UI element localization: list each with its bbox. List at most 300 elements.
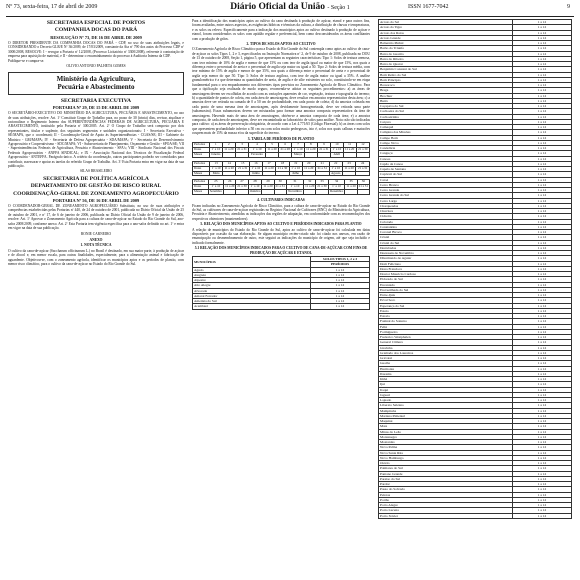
table-cell: Períodos [193, 161, 210, 166]
municipality-name: Barra do Ribeiro [379, 56, 513, 61]
municipality-name: Capela de Santana [379, 167, 513, 172]
column-middle [192, 19, 370, 577]
municipality-name: Montenegro [379, 434, 513, 439]
municipality-name: Caiçara [379, 119, 513, 124]
period-range: 1 a 12 [513, 466, 572, 471]
period-range: 1 a 12 [513, 245, 572, 250]
table-cell: Setembro [209, 189, 222, 194]
municipality-name: Amaral Ferrador [193, 293, 311, 298]
municipality-name: Jaguari [379, 392, 513, 397]
municipality-name: Gravataí [379, 356, 513, 361]
municipality-name: Imbé [379, 377, 513, 382]
municipality-name: Ibarama [379, 371, 513, 376]
section-title: COMPANHIA DOCAS DO PARÁ [54, 27, 138, 34]
ministry-name: Ministério da Agricultura, [56, 74, 136, 83]
municipality-name: Campo Bom [379, 135, 513, 140]
municipality-name: Mostardas [379, 440, 513, 445]
body-text: O Zoneamento Agrícola de Risco Climático para a Estado do Rio Grande do Sul contempla como aptos ao cultivo de cana-de-açúcar os solos Tipos 1, 2 e 3, especificados na Instrução Normativa nº 2, de 9 de outubro de 2008, publicada no DOU de 13 de outubro de 2008, Seção 1, página 5, que apresentam as seguintes características: Tipo 1: Solos de textura arenosa, com teor mínimo de 10% de argila e menor de que 15% ou com teor de argila igual ou maior de que 15%, nos quais a diferença entre o percentual de areia e o percentual de argila seja maior ou igual a 50. Tipo 2: Solos de textura média, com teor mínimo de 15% de argila e menor de que 35%, nos quais a diferença entre o percentual de areia e o percentual de argila seja menor do que 50. Tipo 3: Solos de textura argilosa, com teor de argila maior ou igual a 35%. A análise granulométrica é a que determina as quantidades de areia, de argila e de silte existentes no solo, constituindo-se em etapa fundamental para o seu enquadramento nos diferentes tipos previstos no Zoneamento Agrícola de Risco Climático. Para que a tipificação seja realizada de modo seguro, recomenda-se adotar os seguintes procedimentos: a) as áreas de amostragem devem ser escolhidas de acordo com as variações aparentes de cor, vegetação, textura e topografia do terreno; b) a quantidade de pontos de coleta, em cada área de amostragem, deve resultar em amostra representativa desta área; c) a amostra deve ser retirada na camada de 0 a 50 cm de profundidade, em cada ponto de coleta; d) da amostra coletada em cada ponto de uma mesma área de amostragem, após devidamente homogeneizada, deve ser retirada uma parte (subamostra). Essas subamostras devem ser misturadas para formar uma amostra composta representativa da área de amostragem. Havendo mais de uma área de amostragem, obtém-se a amostra composta de cada área; e) a amostra composta, de cada área de amostragem, deve ser encaminhada ao laboratório de solos para análise. Nota: não são indicadas para cultivo: a) as áreas de preservação obrigatória, de acordo com a Lei 4.771/65 (Código Florestal); b) as áreas com solos que apresentem profundidade inferior a 50 cm ou com solos muito pedregosos, isto é, solos nos quais calhaus e matacões ocupem mais de 15% da massa e/ou da superfície do terreno. [192, 47, 370, 136]
period-range: 1 a 12 [513, 492, 572, 497]
municipality-name: Coronel Bicaco [379, 230, 513, 235]
municipality-name: Encantado [379, 282, 513, 287]
municipality-row [379, 513, 572, 518]
period-range: 1 a 12 [513, 30, 572, 35]
municipality-name: Capivari do Sul [379, 172, 513, 177]
period-range: 1 a 12 [513, 77, 572, 82]
table-cell [343, 152, 356, 157]
municipality-name: Barão do Triunfo [379, 46, 513, 51]
municipality-name: Parobé [379, 482, 513, 487]
municipality-name: Chuvisca [379, 209, 513, 214]
municipality-name: Brochier [379, 93, 513, 98]
ministry-box [8, 72, 184, 95]
table-cell: 21 a 31 [356, 166, 370, 171]
period-range: 1 a 12 [513, 413, 572, 418]
table-cell: 1º a 10 [291, 165, 301, 170]
period-range: 1 a 12 [513, 182, 572, 187]
table-cell: Meses [193, 152, 210, 157]
municipality-name: Encruzilhada do Sul [379, 287, 513, 292]
signature: OLIVIO ANTONIO PALHETA GOMES [66, 64, 126, 69]
nota-body: O cultivo da cana-de-açúcar (Saccharum officinarum L.) no Brasil é destinado, em sua maior parte, à produção de açúcar e de álcool e, em menor escala, para outras finalidades, especialmente, para a alimentação animal e fabricação de aguardente. Objetivou-se, com o zoneamento agrícola, identificar os municípios aptos e os períodos de plantio, com menor risco climático, para o cultivo da cana-de-açúcar no Estado do Rio Grande do Sul. [8, 248, 184, 266]
section-title: SECRETARIA DE POLÍTICA AGRÍCOLA [43, 175, 149, 182]
table-cell: 21 a 28 [280, 146, 290, 151]
municipality-name: Maquiné [379, 419, 513, 424]
period-range: 1 a 12 [513, 440, 572, 445]
period-range: 1 a 12 [513, 93, 572, 98]
period-range: 1 a 12 [513, 429, 572, 434]
municipality-name: Passo do Sobrado [379, 487, 513, 492]
table-cell [274, 190, 286, 195]
masthead [6, 2, 574, 12]
page-header [6, 2, 574, 16]
table-cell [236, 171, 250, 176]
period-range: 1 a 12 [513, 156, 572, 161]
municipality-name: Benjamin Constant do Sul [379, 67, 513, 72]
period-range: 1 a 12 [513, 198, 572, 203]
municipalities-table [378, 19, 572, 519]
period-range: 1 a 12 [513, 151, 572, 156]
period-range: 1 a 12 [513, 513, 572, 518]
period-range: 1 a 12 [513, 56, 572, 61]
municipality-name: Estrela [379, 314, 513, 319]
municipality-name: Osório [379, 461, 513, 466]
table-cell: Agosto [329, 171, 342, 176]
subsection-title: 5. RELAÇÃO DOS MUNICÍPIOS APTOS AO CULTIVO E PERÍODOS INDICADOS PARA PLANTIO [200, 222, 362, 227]
municipality-name: Erval Seco [379, 298, 513, 303]
period-range: 1 a 12 [513, 419, 572, 424]
period-range: 1 a 12 [513, 119, 572, 124]
municipality-name: Butiá [379, 98, 513, 103]
subsection-title: 3. TABELA DE PERÍODOS DE PLANTIO [247, 136, 315, 141]
table-cell: Março [292, 152, 304, 157]
table-cell: 5 [265, 142, 278, 147]
municipality-name: Lajeado [379, 398, 513, 403]
table-cell: 1º a 10 [329, 166, 342, 171]
header-rule [6, 16, 574, 17]
period-range: 1 a 12 [513, 445, 572, 450]
table-cell: 11 a 20 [306, 146, 316, 151]
period-range: 1 a 12 [513, 251, 572, 256]
period-range: 1 a 12 [513, 345, 572, 350]
period-range: 1 a 12 [513, 209, 572, 214]
period-range: 1 a 12 [513, 266, 572, 271]
period-range: 1 a 12 [513, 282, 572, 287]
section-title: DEPARTAMENTO DE GESTÃO DE RISCO RURAL [30, 183, 162, 190]
period-range: 1 a 12 [513, 188, 572, 193]
municipality-name: Bom Princípio [379, 77, 513, 82]
period-range: 1 a 12 [513, 476, 572, 481]
period-range: 1 a 12 [513, 240, 572, 245]
portaria-title: PORTARIA Nº 29, DE 15 DE ABRIL DE 2009 [52, 105, 140, 111]
table-cell: 22 [329, 161, 342, 166]
municipality-name: Glorinha [379, 345, 513, 350]
issue-date: Nº 73, sexta-feira, 17 de abril de 2009 [6, 4, 98, 10]
table-cell: 21 a 31 [237, 146, 247, 151]
municipality-name: Campina das Missões [379, 130, 513, 135]
table-cell: 21 a 30 [237, 184, 247, 189]
period-range: 1 a 12 [513, 366, 572, 371]
table-cell: Abril [331, 152, 343, 157]
body-text: Para a identificação dos municípios aptos ao cultivo da cana destinada à produção de açúcar, etanol e para outros fins, foram avaliadas, entre outros aspectos, as exigências hídricas e térmicas da cultura, a distribuição de chuvas e temperaturas, e os solos ou relevo. Especificamente para a indicação dos municípios aptos ao cultivo destinado à produção de açúcar e etanol, foram considerados os solos com aptidão regular e preferencial, bem como desconsiderados os áreas conflitantes com a produção de grãos. [192, 19, 370, 41]
table-cell: 4 [249, 142, 266, 147]
table-cell [316, 190, 328, 195]
table-cell: 1º a 10 [286, 185, 303, 190]
table-cell: 11 a 20 [342, 166, 355, 171]
table-cell: Outubro [249, 189, 261, 194]
municipality-name: Agudo [193, 267, 311, 272]
table-cell: 11 a 20 [263, 184, 273, 189]
period-range: 1 a 12 [311, 267, 370, 272]
period-range: 1 a 12 [513, 487, 572, 492]
table-cell: Meses [193, 190, 209, 195]
table-cell: Datas [193, 166, 210, 171]
municipality-name: Pelotas [379, 492, 513, 497]
table-cell [342, 171, 355, 176]
signature: SILAS BRASILEIRO [79, 169, 113, 174]
period-range: 1 a 12 [513, 403, 572, 408]
table-cell: 11 [343, 142, 356, 147]
period-range: 1 a 12 [513, 434, 572, 439]
municipality-name: Arroio do Sal [379, 20, 513, 25]
period-range: 1 a 12 [513, 382, 572, 387]
period-range: 1 a 12 [513, 377, 572, 382]
period-range: 1 a 12 [513, 308, 572, 313]
column-header: PERÍODOS [311, 262, 370, 267]
municipality-name: Arroio dos Ratos [379, 30, 513, 35]
periods-table [192, 161, 370, 177]
period-range: 1 a 12 [513, 140, 572, 145]
table-cell: 11 a 20 [267, 146, 277, 151]
period-range: 1 a 12 [513, 67, 572, 72]
table-cell: 26 [224, 180, 236, 185]
municipality-name: Candelária [379, 146, 513, 151]
period-range: 1 a 12 [513, 224, 572, 229]
table-cell: Novembro [288, 189, 302, 194]
municipalities-body [193, 267, 370, 309]
table-cell: 31 [286, 180, 303, 185]
period-range: 1 a 12 [513, 272, 572, 277]
table-cell: 1º a 10 [209, 147, 222, 152]
municipality-name: Porto Lucena [379, 508, 513, 513]
period-range: 1 a 12 [513, 392, 572, 397]
column-header: SOLOS TIPOS 1, 2 e 3 [311, 257, 370, 262]
table-cell: 11 a 20 [344, 146, 355, 151]
table-cell: 3 [235, 142, 248, 147]
period-range: 1 a 12 [513, 340, 572, 345]
period-range: 1 a 12 [513, 508, 572, 513]
table-cell: 18 [276, 161, 290, 166]
period-range: 1 a 12 [513, 214, 572, 219]
table-row [193, 190, 370, 195]
table-cell: 1º a 10 [208, 185, 224, 190]
municipality-name: Gramado dos Loureiros [379, 350, 513, 355]
municipality-name: Formigueiro [379, 329, 513, 334]
municipality-name: Mata [379, 424, 513, 429]
period-range: 1 a 12 [513, 293, 572, 298]
municipality-name: Nova Palma [379, 445, 513, 450]
table-cell: 21 a 31 [236, 166, 250, 171]
resolution-title: RESOLUÇÃO Nº 73, DE 16 DE ABRIL DE 2009 [50, 34, 142, 40]
period-range: 1 a 12 [513, 287, 572, 292]
period-range: 1 a 12 [513, 193, 572, 198]
period-range: 1 a 12 [513, 503, 572, 508]
municipality-name: Bom Retiro do Sul [379, 72, 513, 77]
table-cell: 23 [342, 161, 355, 166]
municipalities-table [192, 256, 370, 310]
period-range: 1 a 12 [513, 130, 572, 135]
table-cell: 11 a 20 [346, 184, 356, 189]
municipality-name: Cristal [379, 235, 513, 240]
period-range: 1 a 12 [513, 261, 572, 266]
portaria-body: O COORDENADOR-GERAL DE ZONEAMENTO AGROPECUÁRIO Substituto, no uso de suas atribuições e competências estabelecidas pelas Portarias nº 440, de 24 de outubro de 2001, publicada no Diário Oficial da União de 25 de outubro de 2001, e nº 17, de 6 de janeiro de 2006, publicada no Diário Oficial da União de 9 de janeiro de 2006, resolve: Art. 1º Aprovar o Zoneamento Agrícola para a cultura de cana-de-açúcar no Estado do Rio Grande do Sul, ano-safra 2008/2009, conforme anexo. Art. 2º Esta Portaria tem vigência específica para o ano-safra definido no art. 1º e entra em vigor na data de sua publicação. [8, 204, 184, 231]
municipality-name: Cerro Largo [379, 198, 513, 203]
body-text: Ficam indicadas no Zoneamento Agrícola de Risco Climático, para a cultura de cana-de-açúcar no Estado do Rio Grande do Sul, as cultivares de cana-de-açúcar registradas no Registro Nacional de Cultivares (RNC) do Ministério da Agricultura, Pecuária e Abastecimento, atendidas as indicações das regiões de adaptação, em conformidade com as recomendações dos respectivos obtentores (mantenedores). [192, 203, 370, 221]
table-cell: 8 [304, 142, 317, 147]
period-range: 1 a 12 [513, 35, 572, 40]
table-cell [279, 152, 292, 157]
municipality-name: Dona Francisca [379, 266, 513, 271]
periods-table [192, 179, 370, 195]
table-cell: Junho [249, 171, 262, 176]
municipality-name: Nova Santa Rita [379, 450, 513, 455]
period-range: 1 a 12 [513, 461, 572, 466]
municipality-name: Derrubadas [379, 245, 513, 250]
table-cell: 32 [304, 180, 316, 185]
period-range: 1 a 12 [513, 387, 572, 392]
table-cell: 21 a 30 [358, 146, 368, 151]
table-cell: 29 [262, 180, 274, 185]
period-range: 1 a 12 [311, 272, 370, 277]
table-cell: 10 [331, 142, 343, 147]
municipality-name: Dilermando de Aguiar [379, 256, 513, 261]
table-cell: 7 [292, 142, 304, 147]
municipality-row [193, 304, 370, 309]
period-range: 1 a 12 [513, 51, 572, 56]
table-cell: 1º a 10 [328, 185, 345, 190]
municipality-name: Porto Alegre [379, 503, 513, 508]
period-range: 1 a 12 [513, 219, 572, 224]
table-cell: 12 [356, 142, 369, 147]
portaria-body: O SECRETÁRIO-EXECUTIVO DO MINISTÉRIO DA AGRICULTURA, PECUÁRIA E ABASTECIMENTO, no uso de suas atribuições, resolve: Art. 1º Constituir Grupo de Trabalho para, no prazo de 30 (trinta) dias, revisar, atualizar e racionalizar o Regimento Interno das SUPERINTENDÊNCIAS FEDERAIS DE AGRICULTURA, PECUÁRIA E ABASTECIMENTO, instituído pela Portaria nº 300/2005. Art. 2º O Grupo de Trabalho será composto por dois representantes, titular e suplente, dos seguintes segmentos e unidades organizacionais: I - Secretaria Executiva - SE/MAPA, que o coordenará; II - Coordenação-Geral de Apoio às Superintendências - CGAS/SE; III - Gabinete do Ministro - GM/MAPA; IV - Secretaria de Defesa Agropecuária - SDA/MAPA; V - Secretaria de Desenvolvimento Agropecuário e Cooperativismo - SDC/MAPA; VI - Subsecretaria de Planejamento, Orçamento e Gestão - SPOA/SE; VII - Superintendências Federais de Agricultura, Pecuária e Abastecimento - SFA's; VIII - Sindicato Nacional dos Fiscais Federais Agropecuários - ANFFA SINDICAL; e IX - Associação Nacional dos Técnicos de Fiscalização Federal Agropecuária - ANTEFFA. Parágrafo único. A critério da coordenação, outros participantes poderão ser convidados para contribuir, assessorar e apoiar as tarefas do referido Grupo de Trabalho. Art. 3º Esta Portaria entra em vigor na data de sua publicação. [8, 111, 184, 169]
municipality-name: Cachoeirinha [379, 114, 513, 119]
municipality-name: Alvorada [193, 288, 311, 293]
municipality-name: Caraá [379, 177, 513, 182]
body-text: A relação de municípios do Estado do Rio Grande do Sul, aptos ao cultivo de cana-de-açúcar foi calculada em datas disponíveis por ocasião da sua elaboração. Se algum município recém-criado não foi citado nos anexos, em razão de emancipação ou desmembramento de outro, este seguirá as indicações do município de origem, até que seja incluído e indicado formalmente. [192, 227, 370, 245]
signature: RONIE CARNEIRO [80, 231, 112, 236]
period-range: 1 a 12 [513, 83, 572, 88]
table-cell: 11 a 20 [262, 166, 275, 171]
table-row [193, 171, 370, 176]
municipality-name: Cachoeira do Sul [379, 109, 513, 114]
municipality-name: Dom Feliciano [379, 261, 513, 266]
table-cell [222, 152, 235, 157]
table-cell [262, 190, 274, 195]
table-cell: 1º a 10 [293, 146, 303, 151]
table-cell: 25 [208, 180, 224, 185]
annex-title: ANEXO [89, 237, 103, 242]
municipality-name: Cerro Grande [379, 188, 513, 193]
issn-number: ISSN 1677-7042 [408, 4, 449, 10]
table-cell: Janeiro [211, 151, 221, 156]
period-range: 1 a 12 [513, 98, 572, 103]
table-cell [235, 152, 248, 157]
period-range: 1 a 12 [513, 350, 572, 355]
period-range: 1 a 12 [513, 482, 572, 487]
period-range: 1 a 12 [513, 356, 572, 361]
municipality-name: Ijuí [379, 382, 513, 387]
municipality-name: Paraíso do Sul [379, 476, 513, 481]
column-left [8, 19, 184, 577]
period-range: 1 a 12 [513, 125, 572, 130]
table-cell: 34 [328, 180, 345, 185]
period-range: 1 a 12 [311, 304, 370, 309]
period-range: 1 a 12 [513, 62, 572, 67]
period-range: 1 a 12 [513, 303, 572, 308]
table-cell: 15 [236, 161, 250, 166]
period-range: 1 a 12 [513, 314, 572, 319]
table-cell: 13 [210, 161, 223, 166]
subsection-title: 5.1 RELAÇÃO DOS MUNICÍPIOS INDICADOS PARA O CULTIVO DE CANA-DE-AÇÚCAR COM FINS DE PRODUÇÃO DE AÇÚCAR E ETANOL [194, 246, 368, 255]
municipality-name: Alegrete [193, 272, 311, 277]
table-cell: Meses [193, 171, 210, 176]
table-cell: 28 [248, 180, 262, 185]
period-range: 1 a 12 [311, 293, 370, 298]
municipality-name: Arroio Grande [379, 35, 513, 40]
period-range: 1 a 12 [513, 72, 572, 77]
period-range: 1 a 12 [513, 46, 572, 51]
table-cell: 36 [357, 180, 369, 185]
municipality-name: Constantina [379, 224, 513, 229]
table-cell [262, 171, 275, 176]
table-cell: 19 [289, 161, 302, 166]
municipality-name: Esperança do Sul [379, 303, 513, 308]
table-cell: 21 a 30 [276, 166, 290, 171]
table-cell: Períodos [193, 180, 209, 185]
municipality-name: Arroio do Tigre [379, 25, 513, 30]
table-cell [315, 171, 329, 176]
period-range: 1 a 12 [513, 361, 572, 366]
period-range: 1 a 12 [513, 235, 572, 240]
ministry-name: Pecuária e Abastecimento [57, 83, 135, 92]
municipality-name: Charqueadas [379, 203, 513, 208]
municipality-name: Cerro Grande do Sul [379, 193, 513, 198]
table-cell: Maio [210, 171, 223, 176]
table-cell: 21 a 31 [358, 184, 368, 189]
period-range: 1 a 12 [513, 256, 572, 261]
table-cell: 1º a 10 [332, 146, 342, 151]
section-title: SECRETARIA EXECUTIVA [60, 97, 132, 104]
period-range: 1 a 12 [513, 25, 572, 30]
period-range: 1 a 12 [513, 109, 572, 114]
municipality-name: Braga [379, 88, 513, 93]
municipality-name: Portão [379, 497, 513, 502]
period-range: 1 a 12 [513, 471, 572, 476]
table-cell [356, 171, 370, 176]
table-cell: 21 a 30 [317, 184, 327, 189]
table-cell [302, 171, 315, 176]
table-cell: 1º a 10 [251, 165, 261, 170]
period-range: 1 a 12 [513, 104, 572, 109]
municipality-name: Balneário Pinhal [379, 41, 513, 46]
table-cell: 14 [222, 161, 235, 166]
municipality-name: Cristal do Sul [379, 240, 513, 245]
period-range: 1 a 12 [513, 371, 572, 376]
municipality-name: Feliz [379, 324, 513, 329]
table-cell [317, 152, 330, 157]
table-cell [265, 152, 278, 157]
period-range: 1 a 12 [513, 20, 572, 25]
municipality-name: Ametista do Sul [193, 299, 311, 304]
table-cell: 11 a 20 [305, 184, 315, 189]
table-cell: 11 a 20 [302, 166, 315, 171]
table-cell: 9 [317, 142, 330, 147]
municipality-name: Liberato Salzano [379, 403, 513, 408]
municipality-name: Canguçu [379, 151, 513, 156]
table-cell: Períodos [193, 142, 210, 147]
period-range: 1 a 12 [513, 497, 572, 502]
period-range: 1 a 12 [513, 41, 572, 46]
period-range: 1 a 12 [513, 277, 572, 282]
table-cell [304, 152, 317, 157]
municipality-name: Campo Novo [379, 140, 513, 145]
table-cell: 33 [316, 180, 328, 185]
period-range: 1 a 12 [513, 335, 572, 340]
municipality-name: Frederico Westphalen [379, 335, 513, 340]
period-range: 1 a 12 [513, 135, 572, 140]
period-range: 1 a 12 [513, 230, 572, 235]
municipality-name: Palmares do Sul [379, 466, 513, 471]
subsection-title: 4. CULTIVARES INDICADAS [257, 198, 305, 203]
municipality-name: Entre-Ijuís [379, 293, 513, 298]
resolution-body: Publique-se e cumpra-se. [8, 58, 45, 63]
period-range: 1 a 12 [513, 329, 572, 334]
table-cell: Datas [193, 147, 210, 152]
period-range: 1 a 12 [311, 299, 370, 304]
table-cell: 35 [345, 180, 357, 185]
period-range: 1 a 12 [513, 88, 572, 93]
table-cell: 11 a 20 [222, 166, 235, 171]
table-cell: Fevereiro [249, 152, 266, 157]
municipality-name: Minas do Leão [379, 429, 513, 434]
municipality-name: Itaqui [379, 387, 513, 392]
table-cell: 20 [302, 161, 315, 166]
table-cell [345, 190, 357, 195]
table-cell: 16 [249, 161, 262, 166]
subsection-title: 2. TIPOS DE SOLOS APTOS AO CULTIVO [246, 42, 316, 47]
section-title: COORDENAÇÃO-GERAL DE ZONEAMENTO AGROPECUÁRIO [13, 190, 179, 197]
municipality-name: Camaquã [379, 125, 513, 130]
municipality-name: Capão da Canoa [379, 161, 513, 166]
